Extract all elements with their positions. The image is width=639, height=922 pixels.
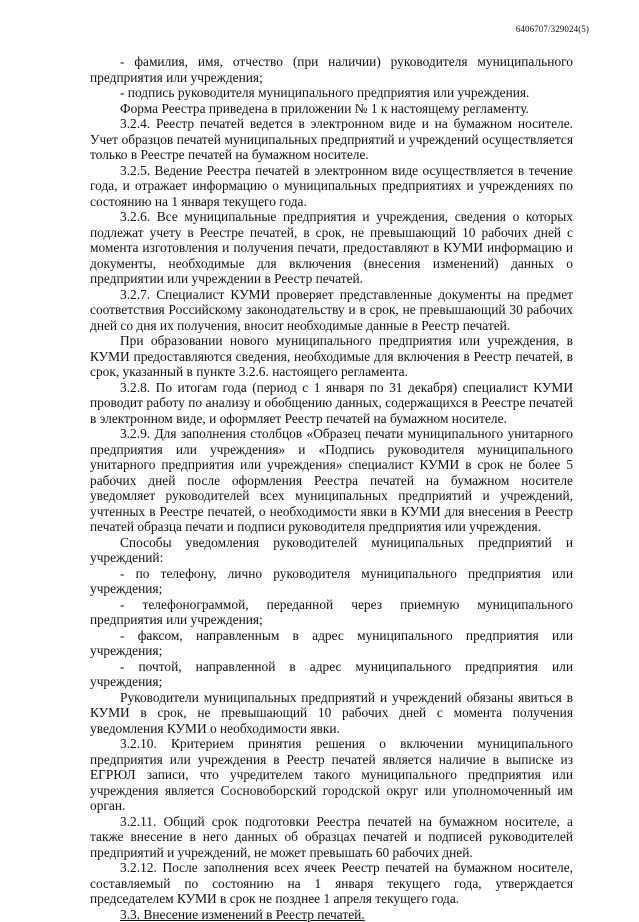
document-id: 6406707/329024(5) bbox=[516, 24, 589, 34]
paragraph-3-2-7: 3.2.7. Специалист КУМИ проверяет представленные документы на предмет соответствия Российскому законодательству и в срок, не превышающий 30 рабочих дней со дня их получения, вносит необходимые данные в Реестр печатей. bbox=[90, 287, 573, 334]
paragraph-3-2-11: 3.2.11. Общий срок подготовки Реестра печатей на бумажном носителе, а также внесение в него данных об образцах печатей и подписей руководителей предприятий и учреждений, не может превышать 60 рабочих дней. bbox=[90, 814, 573, 861]
paragraph-3-2-10: 3.2.10. Критерием принятия решения о включении муниципального предприятия или учреждения в Реестр печатей является наличие в выписке из ЕГРЮЛ записи, что учредителем такого муниципального предприятия или учреждения является Сосновоборский городской округ или уполномоченный им орган. bbox=[90, 736, 573, 814]
paragraph-new-enterprise: При образовании нового муниципального предприятия или учреждения, в КУМИ предоставляются сведения, необходимые для включения в Реестр печатей, в срок, указанный в пункте 3.2.6. настоящего регламента. bbox=[90, 333, 573, 380]
paragraph-3-2-4: 3.2.4. Реестр печатей ведется в электронном виде и на бумажном носителе. Учет образцов печатей муниципальных предприятий и учреждений осуществляется только в Реестре печатей на бумажном носителе. bbox=[90, 116, 573, 163]
paragraph-list-item-mail: - почтой, направленной в адрес муниципального предприятия или учреждения; bbox=[90, 659, 573, 690]
paragraph-list-item-fax: - факсом, направленным в адрес муниципального предприятия или учреждения; bbox=[90, 628, 573, 659]
paragraph-list-item-fio: - фамилия, имя, отчество (при наличии) руководителя муниципального предприятия или учреждения; bbox=[90, 54, 573, 85]
section-heading: 3.3. Внесение изменений в Реестр печатей. bbox=[90, 907, 573, 922]
paragraph-list-item-signature: - подпись руководителя муниципального предприятия или учреждения. bbox=[90, 85, 573, 101]
paragraph-appearance-obligation: Руководители муниципальных предприятий и учреждений обязаны явиться в КУМИ в срок, не превышающий 10 рабочих дней с момента получения уведомления КУМИ о необходимости явки. bbox=[90, 690, 573, 737]
paragraph-notification-methods: Способы уведомления руководителей муниципальных предприятий и учреждений: bbox=[90, 535, 573, 566]
paragraph-registry-form: Форма Реестра приведена в приложении № 1 к настоящему регламенту. bbox=[90, 101, 573, 117]
paragraph-3-2-6: 3.2.6. Все муниципальные предприятия и учреждения, сведения о которых подлежат учету в Реестре печатей, в срок, не превышающий 10 рабочих дней с момента изготовления и получения печати, предоставляют в КУМИ информацию и документы, необходимые для включения (внесения изменений) данных о предприятии или учреждении в Реестр печатей. bbox=[90, 209, 573, 287]
paragraph-list-item-phone: - по телефону, лично руководителя муниципального предприятия или учреждения; bbox=[90, 566, 573, 597]
document-body bbox=[90, 54, 573, 922]
paragraph-3-2-9: 3.2.9. Для заполнения столбцов «Образец печати муниципального унитарного предприятия или учреждения» и «Подпись руководителя муниципального унитарного предприятия или учреждения» специалист КУМИ в срок не более 5 рабочих дней после оформления Реестра печатей на бумажном носителе уведомляет руководителей всех муниципальных предприятий и учреждений, учтенных в Реестре печатей, о необходимости явки в КУМИ для внесения в Реестр печатей образца печати и подписи руководителя предприятия или учреждения. bbox=[90, 426, 573, 535]
paragraph-3-2-12: 3.2.12. После заполнения всех ячеек Реестр печатей на бумажном носителе, составляемый по состоянию на 1 января текущего года, утверждается председателем КУМИ в срок не позднее 1 апреля текущего года. bbox=[90, 860, 573, 907]
paragraph-list-item-telephonogram: - телефонограммой, переданной через приемную муниципального предприятия или учреждения; bbox=[90, 597, 573, 628]
paragraph-3-2-5: 3.2.5. Ведение Реестра печатей в электронном виде осуществляется в течение года, и отражает информацию о муниципальных предприятиях и учреждениях по состоянию на 1 января текущего года. bbox=[90, 163, 573, 210]
paragraph-3-2-8: 3.2.8. По итогам года (период с 1 января по 31 декабря) специалист КУМИ проводит работу по анализу и обобщению данных, содержащихся в Реестре печатей в электронном виде, и оформляет Реестр печатей на бумажном носителе. bbox=[90, 380, 573, 427]
